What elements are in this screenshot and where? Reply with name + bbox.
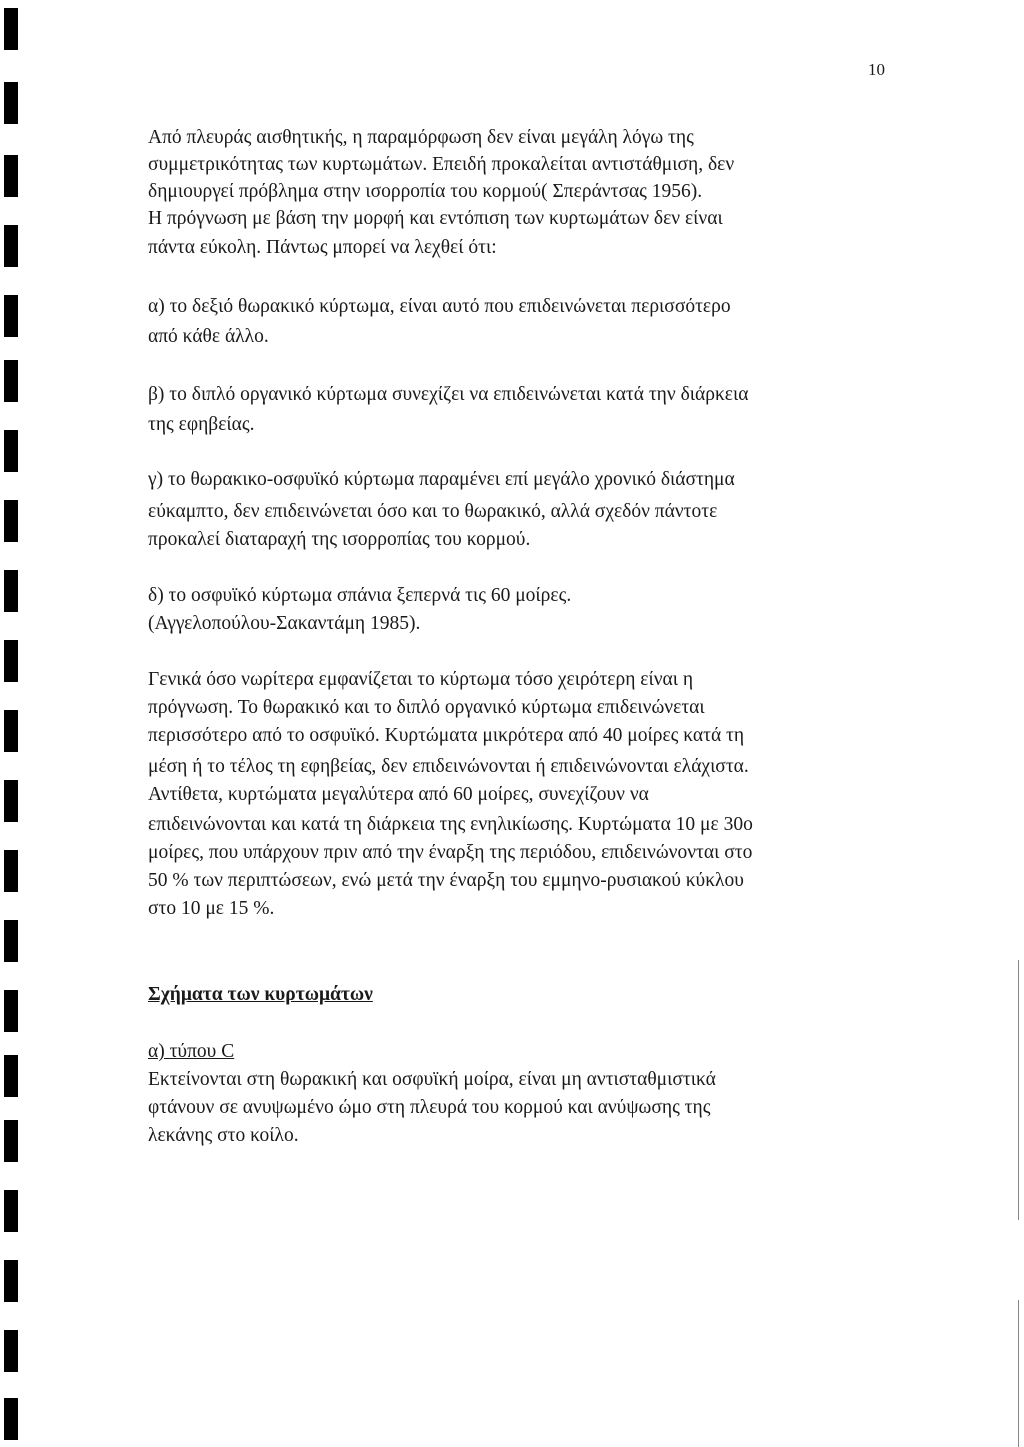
binder-mark	[4, 1120, 18, 1162]
binder-mark	[4, 640, 18, 682]
scan-edge-line	[1018, 960, 1019, 1220]
list-item-d: δ) το οσφυϊκό κύρτωμα σπάνια ξεπερνά τις 60 μοίρες.	[148, 585, 572, 606]
paragraph-line: λεκάνης στο κοίλο.	[148, 1125, 299, 1146]
binder-mark	[4, 225, 18, 267]
binder-mark	[4, 710, 18, 752]
paragraph-line: Εκτείνονται στη θωρακική και οσφυϊκή μοίρα, είναι μη αντισταθμιστικά	[148, 1069, 716, 1090]
binder-strip	[0, 0, 27, 1447]
paragraph-line: Η πρόγνωση με βάση την μορφή και εντόπιση των κυρτωμάτων δεν είναι	[148, 208, 723, 229]
paragraph-line: πάντα εύκολη. Πάντως μπορεί να λεχθεί ότι:	[148, 237, 497, 258]
list-item-a: από κάθε άλλο.	[148, 326, 269, 347]
list-item-c: προκαλεί διαταραχή της ισορροπίας του κορμού.	[148, 529, 531, 550]
paragraph-line: επιδεινώνονται και κατά τη διάρκεια της ενηλικίωσης. Κυρτώματα 10 με 30ο	[148, 814, 753, 835]
binder-mark	[4, 1260, 18, 1302]
list-item-c: γ) το θωρακικο-οσφυϊκό κύρτωμα παραμένει επί μεγάλο χρονικό διάστημα	[148, 469, 735, 490]
binder-mark	[4, 570, 18, 612]
binder-mark	[4, 155, 18, 197]
paragraph-line: στο 10 με 15 %.	[148, 898, 275, 919]
binder-mark	[4, 1190, 18, 1232]
binder-mark	[4, 1055, 18, 1097]
binder-mark	[4, 850, 18, 892]
list-item-b: της εφηβείας.	[148, 414, 255, 435]
paragraph-line: 50 % των περιπτώσεων, ενώ μετά την έναρξη του εμμηνο-ρυσιακού κύκλου	[148, 870, 744, 891]
list-item-d: (Αγγελοπούλου-Σακαντάμη 1985).	[148, 613, 421, 634]
binder-mark	[4, 500, 18, 542]
binder-mark	[4, 1398, 18, 1440]
list-item-a: α) το δεξιό θωρακικό κύρτωμα, είναι αυτό που επιδεινώνεται περισσότερο	[148, 296, 731, 317]
binder-mark	[4, 295, 18, 337]
binder-mark	[4, 430, 18, 472]
binder-mark	[4, 780, 18, 822]
binder-mark	[4, 990, 18, 1032]
binder-mark	[4, 360, 18, 402]
page-number: 10	[868, 60, 885, 79]
paragraph-line: μέση ή το τέλος τη εφηβείας, δεν επιδεινώνονται ή επιδεινώνονται ελάχιστα.	[148, 756, 749, 777]
paragraph-line: περισσότερο από το οσφυϊκό. Κυρτώματα μικρότερα από 40 μοίρες κατά τη	[148, 725, 745, 746]
binder-mark	[4, 82, 18, 124]
paragraph-line: Αντίθετα, κυρτώματα μεγαλύτερα από 60 μοίρες, συνεχίζουν να	[148, 784, 649, 805]
paragraph-line: φτάνουν σε ανυψωμένο ώμο στη πλευρά του κορμού και ανύψωσης της	[148, 1097, 711, 1118]
paragraph-line: Γενικά όσο νωρίτερα εμφανίζεται το κύρτωμα τόσο χειρότερη είναι η	[148, 669, 694, 690]
paragraph-line: συμμετρικότητας των κυρτωμάτων. Επειδή προκαλείται αντιστάθμιση, δεν	[148, 154, 735, 175]
paragraph-line: πρόγνωση. Το θωρακικό και το διπλό οργανικό κύρτωμα επιδεινώνεται	[148, 697, 705, 718]
binder-mark	[4, 920, 18, 962]
list-item-b: β) το διπλό οργανικό κύρτωμα συνεχίζει να επιδεινώνεται κατά την διάρκεια	[148, 384, 749, 405]
section-heading: Σχήματα των κυρτωμάτων	[148, 984, 373, 1005]
section-subheading: α) τύπου C	[148, 1041, 235, 1062]
paragraph-line: μοίρες, που υπάρχουν πριν από την έναρξη της περιόδου, επιδεινώνονται στο	[148, 842, 753, 863]
scan-edge-line	[1018, 1300, 1019, 1447]
binder-mark	[4, 1330, 18, 1372]
paragraph-line: Από πλευράς αισθητικής, η παραμόρφωση δεν είναι μεγάλη λόγω της	[148, 127, 694, 148]
paragraph-line: δημιουργεί πρόβλημα στην ισορροπία του κορμού( Σπεράντσας 1956).	[148, 181, 703, 202]
binder-mark	[4, 8, 18, 50]
list-item-c: εύκαμπτο, δεν επιδεινώνεται όσο και το θωρακικό, αλλά σχεδόν πάντοτε	[148, 501, 718, 522]
